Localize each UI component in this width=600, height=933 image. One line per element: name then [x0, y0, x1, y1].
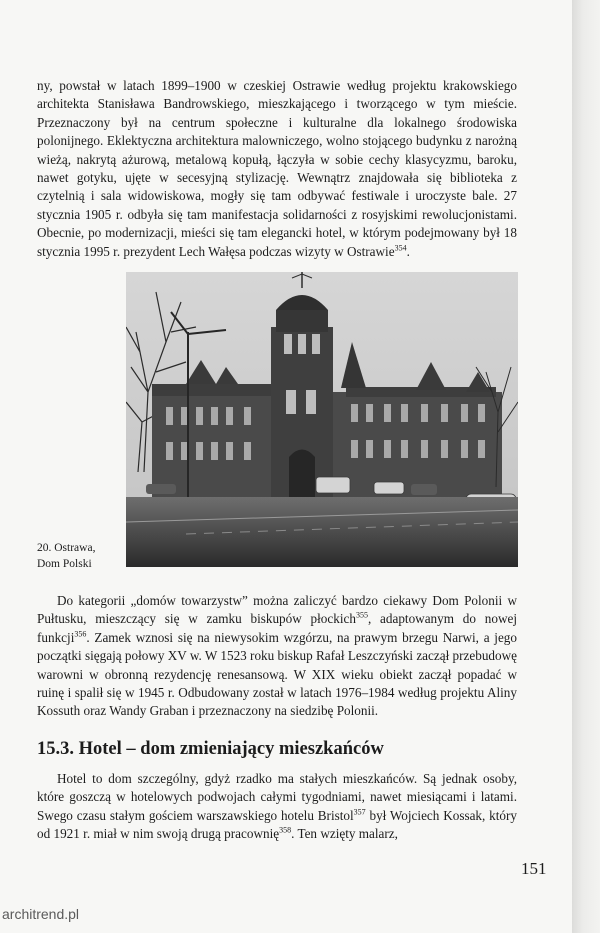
text-segment: . Ten wzięty malarz,	[291, 826, 398, 842]
text-segment: . Zamek wznosi się na niewysokim wzgórzu, na prawym brzegu Narwi, a jego początki sięgają połowy XV w. W 1523 roku biskup Rafał Leszczyński zaczął przebudowę warowni w obronną rezydencję renesansową. W XIX wieku obiekt zaczął popadać w ruinę i spalił się w 1945 r. Odbudowany został w latach 1976–1984 według projektu Aliny Kossuth oraz Wandy Graban i przeznaczony na siedzibę Polonii.	[37, 629, 517, 719]
watermark: architrend.pl	[2, 906, 80, 922]
figure-caption	[37, 540, 125, 572]
section-heading: 15.3. Hotel – dom zmieniający mieszkańców	[37, 739, 384, 759]
footnote-ref[interactable]: 358	[279, 825, 292, 835]
building-photo-illustration	[126, 272, 518, 567]
text-segment: ny, powstał w latach 1899–1900 w czeskiej Ostrawie według projektu krakowskiego architekta Stanisława Bandrowskiego, mieszkającego i tworzącego w tym mieście. Przeznaczony był na centrum społeczne i kulturalne dla lokalnego środowiska polonijnego. Eklektyczna architektura malowniczego, wolno stojącego budynku z narożną wieżą, nakrytą ażurową, metalową kopułą, łączyła w sobie cechy klasycyzmu, baroku, nawet gotyku, ujęte w secesyjną stylizację. Wewnątrz znajdowała się biblioteka z czytelnią i sala widowiskowa, mogły się tam odbywać festiwale i uroczyste bale. 27 stycznia 1905 r. odbyła się tam manifestacja solidarności z rosyjskimi rewolucjonistami. Obecnie, po modernizacji, mieści się tam elegancki hotel, w którym podejmowany był 18 stycznia 1995 r. prezydent Lech Wałęsa podczas wizyty w Ostrawie	[37, 78, 517, 259]
footnote-ref[interactable]: 357	[353, 807, 366, 817]
page-number: 151	[521, 859, 547, 878]
caption-line: Dom Polski	[37, 558, 92, 570]
text-segment: , adaptowanym do nowej funkcji	[37, 611, 517, 645]
footnote-ref[interactable]: 354	[394, 243, 407, 253]
paragraph-pultusk	[37, 592, 517, 721]
page-edge-shadow	[572, 0, 600, 933]
paragraph-ostrawa	[37, 77, 517, 261]
footnote-ref[interactable]: 356	[74, 629, 87, 639]
text-segment: Do kategorii „domów towarzystw” można zaliczyć bardzo ciekawy Dom Polonii w Pułtusku, mieszczący się w zamku biskupów płockich	[37, 593, 517, 627]
paragraph-hotel	[37, 770, 517, 844]
text-segment: był Wojciech Kossak, który od 1921 r. miał w nim swoją drugą pracownię	[37, 807, 517, 842]
figure-photo-dom-polski	[126, 272, 518, 567]
footnote-ref[interactable]: 355	[355, 611, 368, 621]
caption-line: 20. Ostrawa,	[37, 542, 96, 554]
text-segment: Hotel to dom szczególny, gdyż rzadko ma stałych mieszkańców. Są jednak osoby, które goszczą w hotelowych podwojach całymi tygodniami, nawet miesiącami i latami. Swego czasu stałym gościem warszawskiego hotelu Bristol	[37, 771, 517, 823]
text-segment: .	[406, 243, 410, 259]
